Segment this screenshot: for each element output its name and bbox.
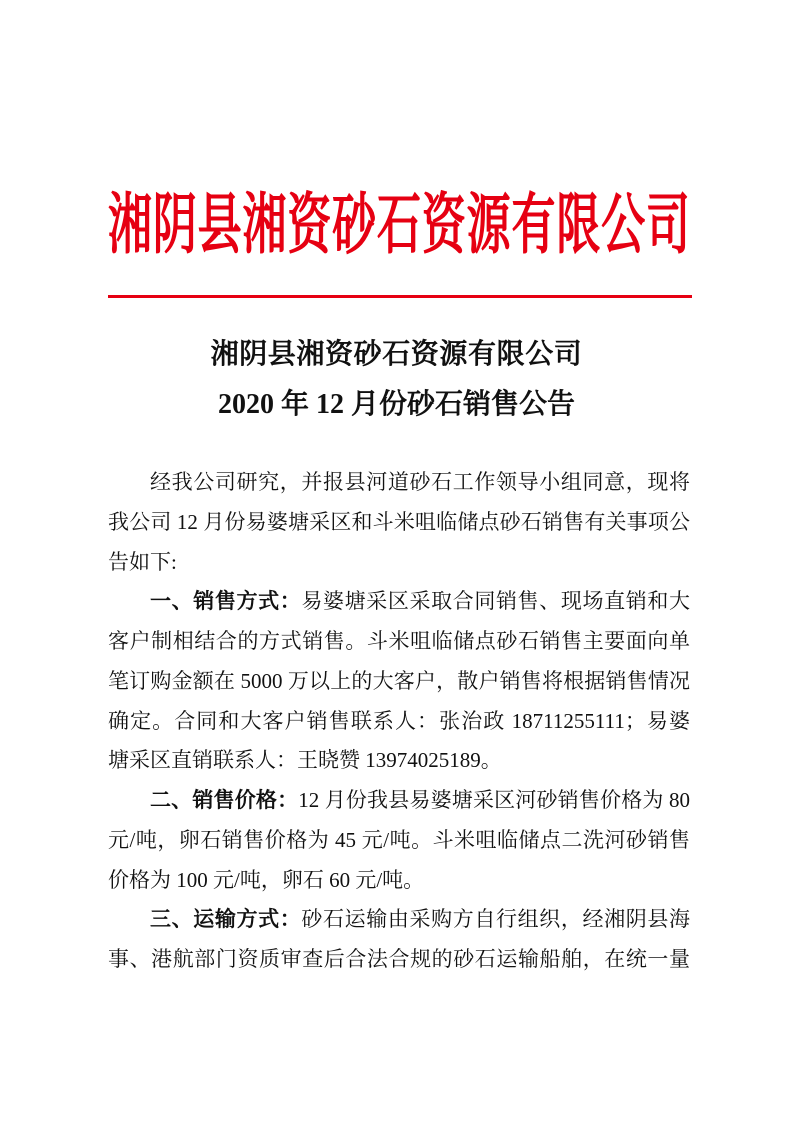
section-sales-method [108, 582, 690, 781]
body-line: 事、港航部门资质审查后合法合规的砂石运输船舶，在统一量 [108, 947, 690, 971]
body-line: 客户制相结合的方式销售。斗米咀临储点砂石销售主要面向单 [108, 629, 690, 653]
body-line [108, 900, 690, 940]
announcement-body [108, 463, 690, 980]
body-line: 确定。合同和大客户销售联系人：张治政 18711255111；易婆 [108, 708, 690, 733]
body-text: 易婆塘采区采取合同销售、现场直销和大 [301, 589, 690, 614]
intro-paragraph [108, 463, 690, 582]
body-line: 我公司 12 月份易婆塘采区和斗米咀临储点砂石销售有关事项公 [108, 509, 690, 534]
section-heading: 一、销售方式： [150, 589, 302, 614]
body-line: 价格为 100 元/吨，卵石 60 元/吨。 [108, 867, 425, 892]
body-text: 12 月份我县易婆塘采区河砂销售价格为 80 [298, 788, 691, 812]
announcement-title-subject: 2020 年 12 月份砂石销售公告 [217, 389, 575, 420]
body-line: 经我公司研究，并报县河道砂石工作领导小组同意，现将 [150, 470, 690, 494]
body-line [108, 582, 690, 622]
section-heading: 三、运输方式： [150, 907, 302, 932]
announcement-title-company: 湘阴县湘资砂石资源有限公司 [210, 339, 583, 370]
section-sales-price [108, 781, 690, 900]
body-line [108, 781, 690, 821]
letterhead-divider [108, 295, 692, 298]
body-line: 元/吨，卵石销售价格为 45 元/吨。斗米咀临储点二洗河砂销售 [108, 827, 690, 852]
body-text: 砂石运输由采购方自行组织，经湘阴县海 [301, 907, 690, 932]
body-line: 笔订购金额在 5000 万以上的大客户，散户销售将根据销售情况 [108, 668, 690, 693]
body-line: 告如下: [108, 549, 177, 574]
section-transport-method [108, 900, 690, 980]
body-line: 塘采区直销联系人：王晓赞 13974025189。 [108, 748, 502, 773]
section-heading: 二、销售价格： [150, 788, 299, 812]
letterhead-company-name: 湘阴县湘资砂石资源有限公司 [108, 188, 690, 262]
